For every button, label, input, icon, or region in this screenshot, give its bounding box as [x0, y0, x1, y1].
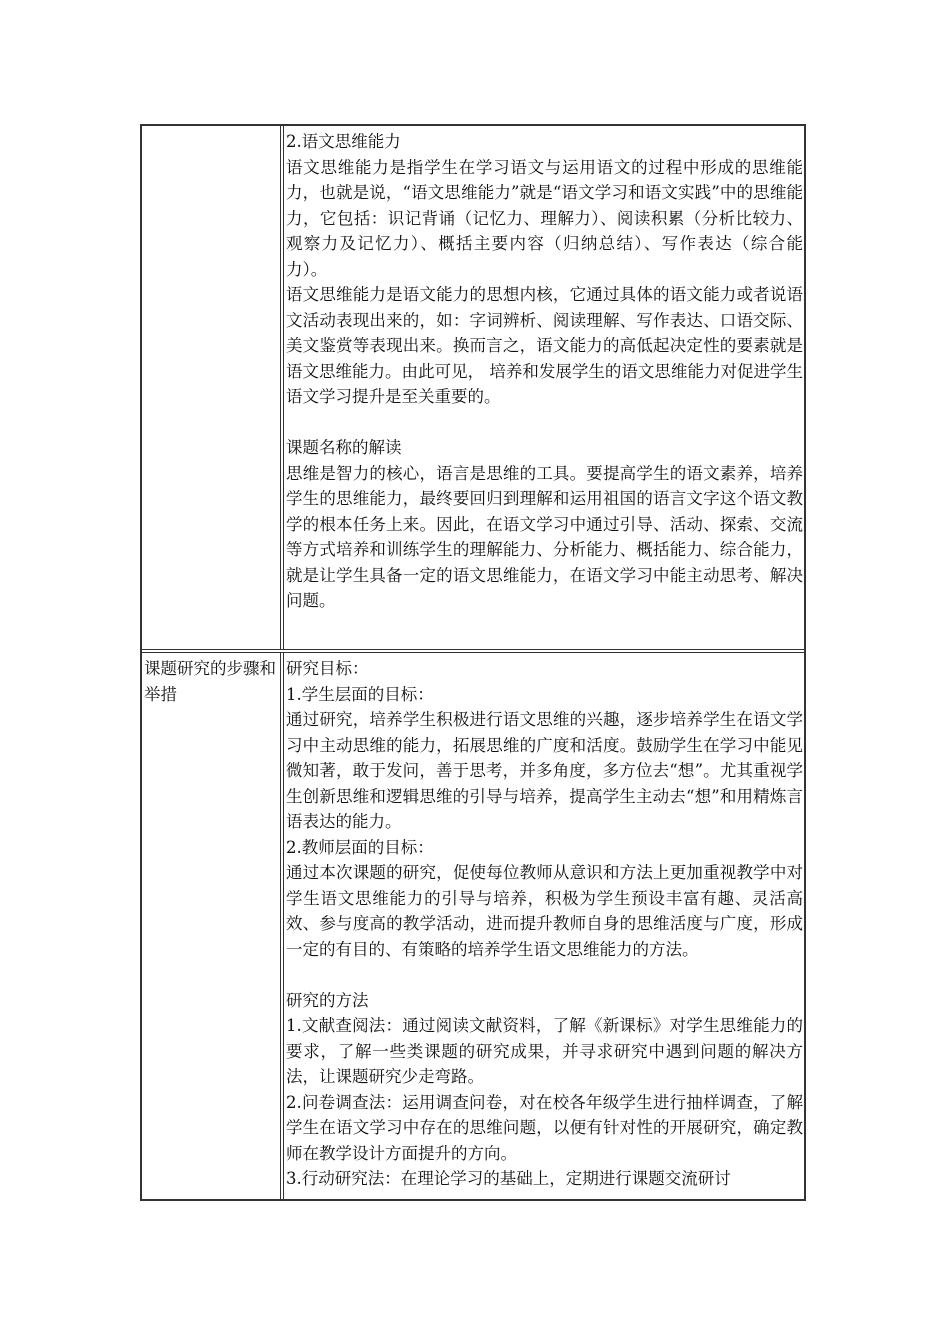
subheading-research-methods: 研究的方法 — [286, 990, 369, 1010]
row-label: 课题研究的步骤和举措 — [144, 659, 276, 704]
method-item: 2.问卷调查法：运用调查问卷，对在校各年级学生进行抽样调查，了解学生在语文学习中存在的思维问题，以便有针对性的开展研究，确定教师在教学设计方面提升的方向。 — [286, 1092, 803, 1163]
table-row — [142, 649, 804, 1199]
subheading-teacher-goals: 2.教师层面的目标： — [286, 837, 434, 857]
subheading-research-goals: 研究目标： — [286, 659, 369, 678]
paragraph: 通过本次课题的研究，促使每位教师从意识和方法上更加重视教学中对学生语文思维能力的引导与培养，积极为学生预设丰富有趣、灵活高效、参与度高的教学活动，进而提升教师自身的思维活度与广度，形成一定的有目的、有策略的培养学生语文思维能力的方法。 — [286, 863, 803, 959]
table-row — [142, 126, 804, 649]
paragraph: 语文思维能力是指学生在学习语文与运用语文的过程中形成的思维能力，也就是说，“语文思维能力”就是“语文学习和语文实践”中的思维能力，它包括：识记背诵（记忆力、理解力）、阅读积累（分析比较力、观察力及记忆力）、概括主要内容（归纳总结）、写作表达（综合能力）。 — [286, 157, 803, 279]
row-label-cell — [142, 653, 284, 1199]
subheading-title-interpretation: 课题名称的解读 — [286, 438, 402, 457]
row-content-cell — [284, 653, 804, 1199]
blank-line — [286, 410, 803, 436]
blank-line — [286, 962, 803, 988]
method-item: 3.行动研究法：在理论学习的基础上，定期进行课题交流研讨 — [286, 1169, 731, 1188]
row-content-cell — [284, 126, 804, 649]
row-label-cell — [142, 126, 284, 649]
subheading-student-goals: 1.学生层面的目标： — [286, 684, 434, 704]
method-item: 1.文献查阅法：通过阅读文献资料，了解《新课标》对学生思维能力的要求，了解一些类课题的研究成果，并寻求研究中遇到问题的解决方法，让课题研究少走弯路。 — [286, 1016, 803, 1086]
paragraph: 语文思维能力是语文能力的思想内核，它通过具体的语文能力或者说语文活动表现出来的，如：字词辨析、阅读理解、写作表达、口语交际、美文鉴赏等表现出来。换而言之，语文能力的高低起决定性的要素就是语文思维能力。由此可见， 培养和发展学生的语文思维能力对促进学生语文学习提升是至关重要的。 — [286, 285, 803, 406]
paragraph: 通过研究，培养学生积极进行语文思维的兴趣，逐步培养学生在语文学习中主动思维的能力，拓展思维的广度和活度。鼓励学生在学习中能见微知著，敢于发问，善于思考，并多角度，多方位去“想”。尤其重视学生创新思维和逻辑思维的引导与培养，提高学生主动去“想”和用精炼言语表达的能力。 — [286, 710, 803, 831]
paragraph: 思维是智力的核心，语言是思维的工具。要提高学生的语文素养，培养学生的思维能力，最终要回归到理解和运用祖国的语言文字这个语文教学的根本任务上来。因此，在语文学习中通过引导、活动、探索、交流等方式培养和训练学生的理解能力、分析能力、概括能力、综合能力，就是让学生具备一定的语文思维能力，在语文学习中能主动思考、解决问题。 — [286, 463, 803, 610]
document-table — [140, 124, 806, 1201]
subheading-thinking-ability: 2.语文思维能力 — [286, 132, 401, 151]
